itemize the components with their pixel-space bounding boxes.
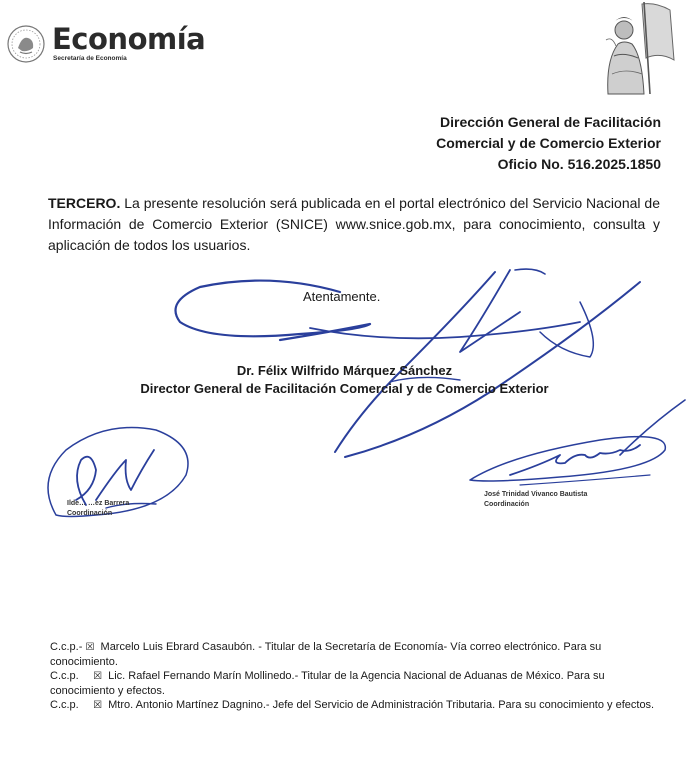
- ccp-label: C.c.p.: [50, 670, 79, 682]
- office-number: Oficio No. 516.2025.1850: [497, 156, 661, 172]
- checked-box-icon: ☒: [85, 642, 95, 653]
- brand-wordmark: Economía: [52, 22, 206, 56]
- patria-flag-emblem-icon: [584, 0, 680, 96]
- resolution-paragraph: [48, 193, 660, 256]
- sender-line-2: Comercial y de Comercio Exterior: [436, 135, 661, 151]
- signer-name: Dr. Félix Wilfrido Márquez Sánchez: [236, 363, 453, 378]
- brand-subtitle: Secretaría de Economía: [53, 55, 127, 62]
- ccp-text: Lic. Rafael Fernando Marín Mollinedo.- Titular de la Agencia Nacional de Aduanas de México. Para su conocimiento y efectos.: [50, 670, 605, 697]
- mexican-eagle-seal-icon: [6, 24, 46, 64]
- left-initials-scribble: [36, 420, 196, 530]
- right-initials-scribble: [450, 395, 689, 495]
- ccp-text: Marcelo Luis Ebrard Casaubón. - Titular de la Secretaría de Economía- Vía correo electrónico. Para su conocimiento.: [50, 641, 602, 668]
- closing-text: Atentamente.: [303, 289, 381, 304]
- right-initials-name: José Trinidad Vivanco Bautista: [484, 491, 588, 498]
- ccp-entry: [50, 640, 662, 670]
- paragraph-text: La presente resolución será publicada en el portal electrónico del Servicio Nacional de Información de Comercio Exterior (SNICE) www.snice.gob.mx, para conocimiento, consulta y aplicación de todos los usuarios.: [48, 195, 660, 253]
- ccp-entry: [50, 698, 662, 713]
- checked-box-icon: ☒: [93, 700, 103, 711]
- ccp-label: C.c.p.: [50, 699, 79, 711]
- sender-line-1: Dirección General de Facilitación: [440, 114, 661, 130]
- paragraph-lead: TERCERO.: [48, 195, 121, 211]
- left-initials-name: Ilde… …ez Barrera: [67, 500, 130, 507]
- left-initials-role: Coordinación: [67, 510, 113, 517]
- signer-title: Director General de Facilitación Comercial y de Comercio Exterior: [140, 381, 549, 396]
- right-initials-role: Coordinación: [484, 501, 530, 508]
- ccp-entry: [50, 669, 662, 699]
- checked-box-icon: ☒: [93, 671, 103, 682]
- ccp-text: Mtro. Antonio Martínez Dagnino.- Jefe del Servicio de Administración Tributaria. Para su conocimiento y efectos.: [108, 699, 655, 711]
- ccp-label: C.c.p.-: [50, 641, 83, 653]
